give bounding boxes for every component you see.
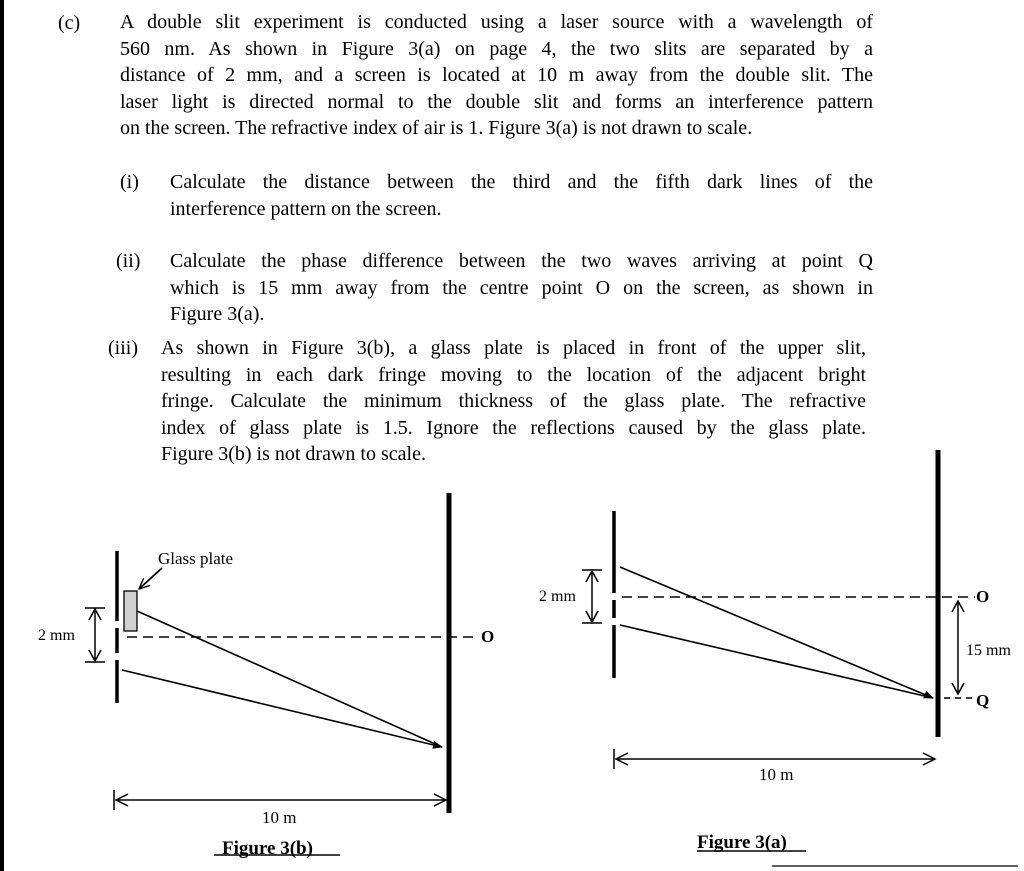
figure-3a xyxy=(539,450,1020,853)
distance-label: 10 m xyxy=(262,808,297,827)
distance-label: 10 m xyxy=(759,765,794,784)
figure-3b-caption: Figure 3(b) xyxy=(222,838,313,859)
part-ii-line: Calculate the phase difference between the two waves arriving at point Q xyxy=(170,250,873,272)
part-iii-line: Figure 3(b) is not drawn to scale. xyxy=(161,443,426,465)
point-q-label: Q xyxy=(976,691,990,710)
figure-3b xyxy=(38,493,494,859)
part-ii-line: which is 15 mm away from the centre point O on the screen, as shown in xyxy=(170,276,873,299)
part-i-label: (i) xyxy=(120,171,139,193)
glass-plate-pointer-arrow xyxy=(139,568,162,589)
question-line: 560 nm. As shown in Figure 3(a) on page 4, the two slits are separated by a xyxy=(120,37,873,60)
glass-plate xyxy=(124,591,137,631)
part-i-line: interference pattern on the screen. xyxy=(170,197,442,220)
question-label: (c) xyxy=(58,12,81,34)
ray-upper xyxy=(620,567,933,698)
glass-plate-label: Glass plate xyxy=(158,549,234,568)
question-line: laser light is directed normal to the double slit and forms an interference pattern xyxy=(120,90,873,113)
ray-lower xyxy=(122,670,442,747)
part-iii-line: resulting in each dark fringe moving to the location of the adjacent bright xyxy=(161,363,866,386)
slit-separation-label: 2 mm xyxy=(539,588,576,605)
part-iii-line: index of glass plate is 1.5. Ignore the reflections caused by the glass plate. xyxy=(161,416,866,439)
part-iii-line: fringe. Calculate the minimum thickness of the glass plate. The refractive xyxy=(161,390,866,412)
part-ii-line: Figure 3(a). xyxy=(170,303,265,325)
point-o-label: O xyxy=(976,587,990,606)
figure-3a-caption: Figure 3(a) xyxy=(697,832,787,853)
point-o-label: O xyxy=(481,627,495,646)
part-ii-label: (ii) xyxy=(116,250,141,272)
ray-lower xyxy=(620,625,933,698)
part-i-line: Calculate the distance between the third and the fifth dark lines of the xyxy=(170,171,873,193)
ray-upper xyxy=(137,611,442,747)
question-line: A double slit experiment is conducted using a laser source with a wavelength of xyxy=(120,11,873,33)
oq-distance-label: 15 mm xyxy=(966,642,1011,659)
part-iii-label: (iii) xyxy=(108,337,138,359)
question-line: distance of 2 mm, and a screen is located at 10 m away from the double slit. The xyxy=(120,64,873,86)
part-iii-line: As shown in Figure 3(b), a glass plate is placed in front of the upper slit, xyxy=(161,337,866,359)
slit-separation-label: 2 mm xyxy=(38,627,75,644)
question-line: on the screen. The refractive index of air is 1. Figure 3(a) is not drawn to scale. xyxy=(120,117,753,139)
